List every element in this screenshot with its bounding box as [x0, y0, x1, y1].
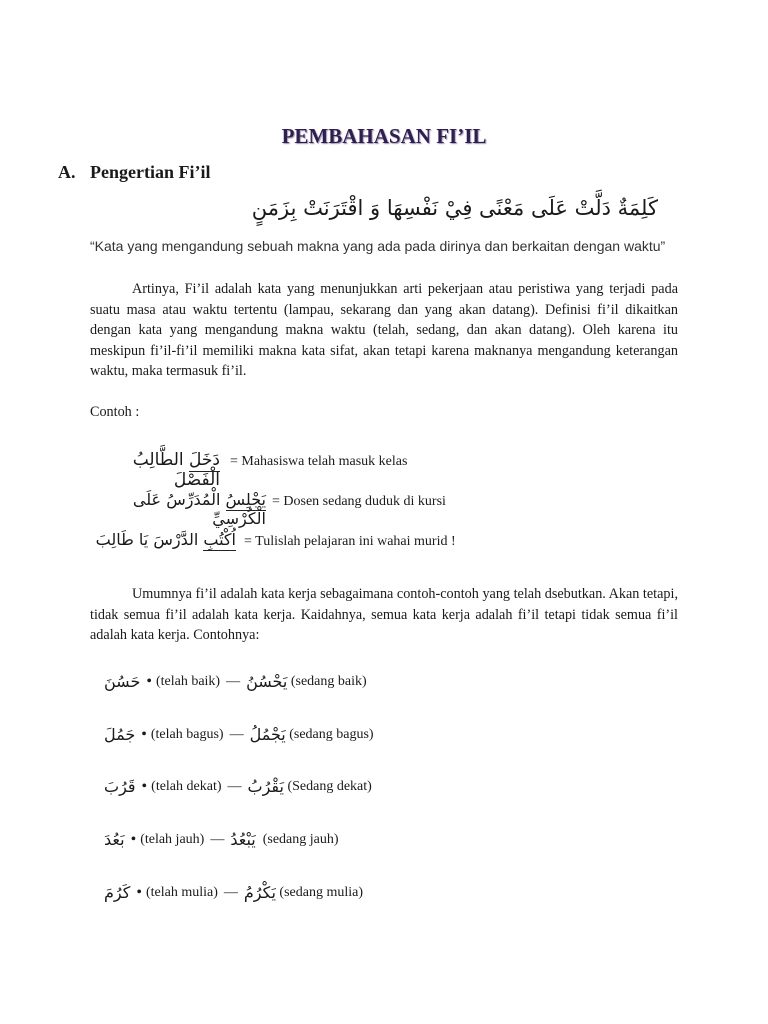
definition-arabic: كَلِمَةٌ دَلَّتْ عَلَى مَعْنًى فِيْ نَفْسِهَا وَ اقْتَرَنَتْ بِزَمَنٍ	[251, 196, 658, 220]
example-rest: الطَّالِبُ الْفَصْلَ	[132, 450, 220, 490]
present-meaning: (sedang bagus)	[289, 726, 374, 742]
verb-pair-item	[104, 777, 372, 805]
bullet-icon: •	[130, 830, 137, 848]
paragraph-definition	[90, 279, 678, 382]
dash-separator: —	[229, 726, 244, 742]
example-rest: الدَّرْسَ يَا طَالِبَ	[95, 530, 199, 549]
bullet-icon: •	[141, 777, 148, 795]
contoh-label: Contoh :	[90, 404, 140, 420]
bullet-icon: •	[141, 725, 147, 743]
example-row	[90, 530, 650, 560]
verb-pair-item	[104, 672, 367, 700]
present-verb: يَكْرُمُ	[243, 883, 276, 902]
dash-separator: —	[227, 778, 242, 794]
past-verb: جَمُلَ	[104, 725, 136, 744]
section-letter: A.	[58, 162, 76, 182]
example-rest: الْمُدَرِّسُ عَلَى الْكُرْسِيِّ	[132, 490, 266, 528]
past-meaning: (telah baik)	[155, 673, 221, 689]
dash-separator: —	[210, 831, 225, 847]
present-verb: يَقْرُبُ	[247, 777, 284, 796]
section-title: Pengertian Fi’il	[90, 162, 211, 182]
present-meaning: (sedang mulia)	[279, 884, 364, 900]
past-meaning: (telah bagus)	[150, 726, 224, 742]
past-meaning: (telah dekat)	[151, 778, 222, 794]
present-verb: يَحْسُنُ	[246, 672, 288, 691]
example-meaning: = Mahasiswa telah masuk kelas	[230, 454, 408, 469]
section-heading	[58, 162, 210, 183]
example-verb: يَجْلِسُ	[225, 490, 266, 509]
paragraph-text: Artinya, Fi’il adalah kata yang menunjukkan arti pekerjaan atau peristiwa yang terjadi pada suatu masa atau waktu tertentu (lampau, sekarang dan yang akan datang). Definisi fi’il dikaitkan dengan kata yang mengandung makna waktu (telah, sedang, dan akan datang). Oleh karena itu meskipun fi’il-fi’il memiliki makna kata sifat, akan tetapi karena maknanya mengandung keterangan waktu, maka termasuk fi’il.	[90, 281, 678, 379]
example-row	[90, 450, 650, 490]
present-verb: يَجْمُلُ	[249, 725, 286, 744]
verb-pair-item	[104, 725, 374, 753]
present-meaning: (sedang baik)	[290, 673, 367, 689]
example-verb: اُكْتُبِ	[203, 530, 236, 549]
verb-pair-item	[104, 883, 363, 911]
example-arabic	[94, 530, 236, 549]
past-verb: كَرُمَ	[104, 883, 131, 902]
dash-separator: —	[226, 673, 241, 689]
past-meaning: (telah mulia)	[145, 884, 218, 900]
paragraph-text: Umumnya fi’il adalah kata kerja sebagaimana contoh-contoh yang telah dsebutkan. Akan tetapi, tidak semua fi’il adalah kata kerja. Kaidahnya, semua kata kerja adalah fi’il tetapi tidak semua fi’il adalah kata kerja. Contohnya:	[90, 586, 678, 643]
dash-separator: —	[223, 884, 238, 900]
example-row	[90, 490, 650, 528]
definition-translation: “Kata yang mengandung sebuah makna yang ada pada dirinya dan berkaitan dengan waktu”	[90, 238, 666, 254]
past-verb: قَرُبَ	[104, 777, 136, 796]
page-title: PEMBAHASAN FI’IL	[281, 124, 487, 148]
paragraph-kaidah	[90, 584, 678, 646]
present-meaning: (sedang jauh)	[262, 831, 339, 847]
example-arabic	[90, 490, 266, 528]
bullet-icon: •	[136, 883, 142, 901]
past-verb: حَسُنَ	[104, 672, 141, 691]
example-meaning: = Tulislah pelajaran ini wahai murid !	[244, 534, 456, 549]
example-arabic	[90, 450, 220, 490]
past-verb: بَعُدَ	[104, 830, 125, 849]
past-meaning: (telah jauh)	[140, 831, 205, 847]
bullet-icon: •	[146, 672, 152, 690]
example-meaning: = Dosen sedang duduk di kursi	[272, 494, 446, 509]
verb-pair-item	[104, 830, 339, 858]
present-meaning: (Sedang dekat)	[287, 778, 372, 794]
present-verb: يَبْعُدُ	[230, 830, 256, 849]
example-verb: دَخَلَ	[189, 450, 220, 470]
